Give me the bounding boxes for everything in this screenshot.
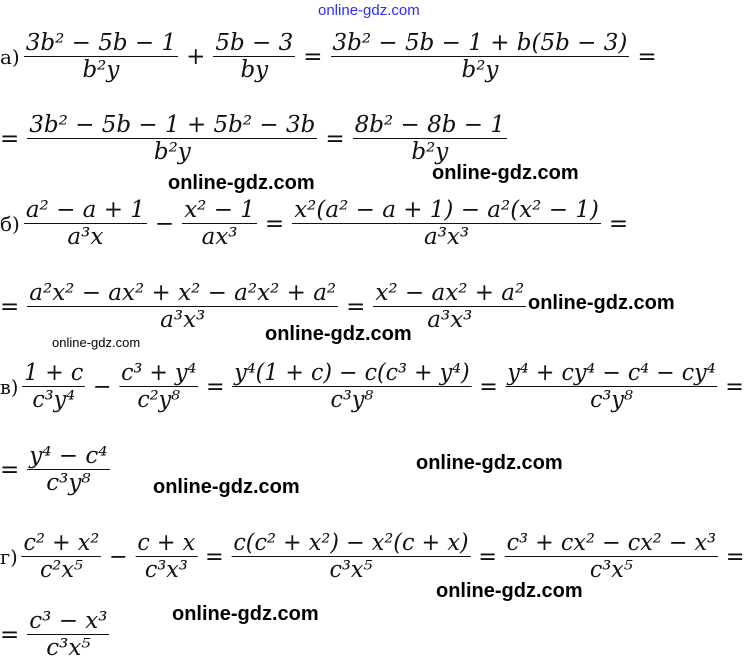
equals-sign: =	[0, 456, 20, 483]
equals-sign: =	[206, 373, 225, 400]
fraction	[182, 197, 257, 251]
equation-c-line-2	[0, 443, 112, 497]
denominator: c³x⁵	[46, 635, 91, 662]
denominator: a³x	[67, 224, 104, 251]
numerator: 8b² − 8b − 1	[354, 112, 505, 138]
operator: −	[108, 543, 128, 570]
equals-sign: =	[478, 543, 497, 570]
label-a: а)	[0, 44, 20, 69]
fraction	[231, 530, 470, 584]
fraction	[24, 30, 178, 84]
equation-b-line-1	[0, 197, 634, 251]
denominator: b²y	[411, 139, 449, 166]
watermark: online-gdz.com	[436, 580, 583, 602]
denominator: c³x⁵	[589, 557, 633, 584]
fraction	[22, 360, 85, 414]
numerator: 3b² − 5b − 1 + 5b² − 3b	[29, 112, 316, 138]
equals-sign: =	[346, 293, 366, 320]
fraction	[135, 530, 197, 584]
equation-a-line-2	[0, 112, 509, 166]
denominator: b²y	[153, 139, 191, 166]
watermark: online-gdz.com	[168, 172, 315, 194]
equals-sign: =	[725, 543, 745, 570]
equals-sign: =	[479, 373, 498, 400]
label-c: в)	[0, 374, 19, 399]
equals-sign: =	[204, 543, 224, 570]
numerator: 1 + c	[24, 360, 84, 386]
fraction	[213, 30, 295, 84]
label-d: г)	[0, 544, 18, 569]
equation-c-line-1	[0, 360, 750, 414]
denominator: c³y⁸	[330, 387, 374, 414]
numerator: c + x	[137, 530, 196, 556]
numerator: c² + x²	[23, 530, 100, 556]
equals-sign: =	[0, 125, 20, 152]
numerator: c³ + y⁴	[121, 360, 197, 386]
denominator: a³x³	[427, 307, 473, 334]
denominator: c³x⁵	[329, 557, 373, 584]
watermark: online-gdz.com	[52, 335, 141, 350]
numerator: c(c² + x²) − x²(c + x)	[233, 530, 469, 556]
fraction	[22, 530, 102, 584]
watermark: online-gdz.com	[153, 476, 300, 498]
watermark: online-gdz.com	[172, 603, 319, 625]
denominator: by	[240, 57, 269, 84]
fraction	[27, 608, 109, 662]
equals-sign: =	[0, 293, 20, 320]
equals-sign: =	[264, 210, 285, 237]
denominator: c²y⁸	[137, 387, 181, 414]
equals-sign: =	[0, 621, 20, 648]
numerator: y⁴(1 + c) − c(c³ + y⁴)	[234, 360, 470, 386]
watermark-top: online-gdz.com	[318, 2, 420, 19]
denominator: c³x³	[144, 557, 188, 584]
numerator: x²(a² − a + 1) − a²(x² − 1)	[294, 197, 599, 223]
equals-sign: =	[325, 125, 345, 152]
fraction	[353, 112, 507, 166]
numerator: a² − a + 1	[25, 197, 145, 223]
watermark: online-gdz.com	[265, 323, 412, 345]
numerator: a²x² − ax² + x² − a²x² + a²	[29, 280, 337, 306]
watermark: online-gdz.com	[528, 292, 675, 314]
numerator: 3b² − 5b − 1	[25, 30, 177, 56]
numerator: 3b² − 5b − 1 + b(5b − 3)	[332, 30, 628, 56]
denominator: c³y⁴	[32, 387, 76, 414]
denominator: ax³	[201, 224, 238, 251]
equals-sign: =	[608, 210, 629, 237]
denominator: c³y⁸	[46, 470, 91, 497]
fraction	[119, 360, 198, 414]
equation-d-line-2	[0, 608, 111, 662]
fraction	[292, 197, 601, 251]
numerator: 5b − 3	[215, 30, 294, 56]
numerator: y⁴ − c⁴	[29, 443, 108, 469]
operator: −	[92, 373, 112, 400]
fraction	[232, 360, 471, 414]
operator: +	[186, 43, 206, 70]
equals-sign: =	[725, 373, 744, 400]
fraction	[24, 197, 147, 251]
denominator: c³y⁸	[590, 387, 633, 414]
equation-a-line-1	[0, 30, 663, 84]
denominator: b²y	[82, 57, 120, 84]
equals-sign: =	[303, 43, 323, 70]
fraction	[506, 360, 718, 414]
denominator: c²x⁵	[39, 557, 83, 584]
equals-sign: =	[637, 43, 657, 70]
numerator: x² − 1	[184, 197, 255, 223]
fraction	[331, 30, 630, 84]
denominator: b²y	[461, 57, 499, 84]
numerator: c³ + cx² − cx² − x³	[506, 530, 717, 556]
fraction	[505, 530, 718, 584]
operator: −	[154, 210, 175, 237]
fraction	[27, 443, 109, 497]
denominator: a³x³	[160, 307, 206, 334]
label-b: б)	[0, 211, 20, 236]
numerator: c³ − x³	[29, 608, 108, 634]
fraction	[27, 112, 317, 166]
watermark: online-gdz.com	[432, 162, 579, 184]
watermark: online-gdz.com	[416, 452, 563, 474]
numerator: x² − ax² + a²	[375, 280, 525, 306]
numerator: y⁴ + cy⁴ − c⁴ − cy⁴	[507, 360, 716, 386]
equation-d-line-1	[0, 530, 750, 584]
denominator: a³x³	[423, 224, 470, 251]
